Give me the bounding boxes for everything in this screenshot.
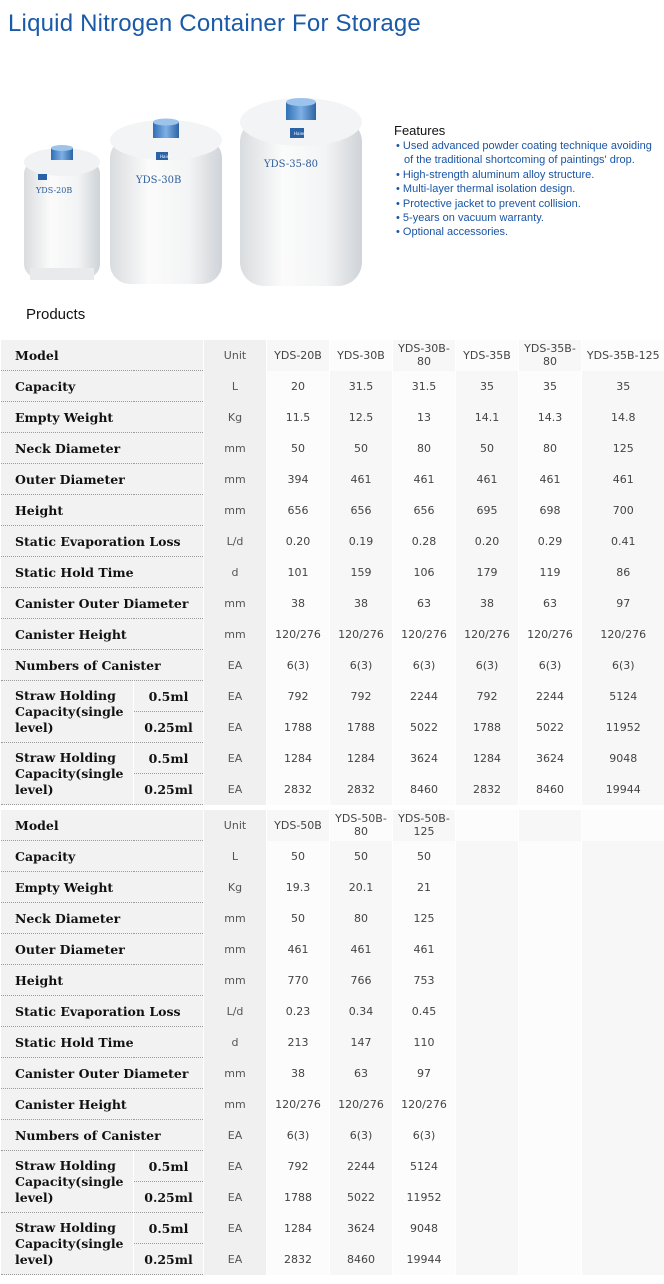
table-cell [456, 965, 519, 996]
table-cell [519, 1244, 582, 1275]
table-cell: 120/276 [330, 1089, 393, 1120]
table-cell: 0.29 [519, 526, 582, 557]
feature-item: • Multi-layer thermal isolation design. [394, 182, 656, 196]
straw-group-label: Straw Holding Capacity(single level) [1, 1151, 134, 1213]
table-cell: 0.28 [393, 526, 456, 557]
table-header-row [1, 340, 664, 371]
header-model-name [582, 810, 664, 841]
table-cell [582, 965, 664, 996]
table-cell: 125 [582, 433, 664, 464]
row-unit: EA [204, 1182, 267, 1213]
row-label: Canister Height [1, 1089, 204, 1120]
table-cell: 97 [582, 588, 664, 619]
svg-text:Haier: Haier [294, 131, 305, 136]
straw-size: 0.5ml [134, 681, 204, 712]
label-yds-30b: YDS-30B [136, 175, 182, 186]
table-row [1, 681, 664, 712]
table-cell: 50 [267, 841, 330, 872]
table-cell: 147 [330, 1027, 393, 1058]
row-unit: EA [204, 1244, 267, 1275]
row-unit: EA [204, 1120, 267, 1151]
header-model-name: YDS-35B [456, 340, 519, 371]
table-cell: 8460 [519, 774, 582, 805]
table-cell: 6(3) [582, 650, 664, 681]
table-cell: 6(3) [519, 650, 582, 681]
table-cell: 5124 [393, 1151, 456, 1182]
row-label: Capacity [1, 841, 204, 872]
row-label: Static Hold Time [1, 557, 204, 588]
row-unit: EA [204, 774, 267, 805]
row-unit: d [204, 1027, 267, 1058]
table-cell: 21 [393, 872, 456, 903]
row-label: Static Hold Time [1, 1027, 204, 1058]
table-row [1, 1151, 664, 1182]
straw-size: 0.25ml [134, 1244, 204, 1275]
table-cell: 6(3) [330, 1120, 393, 1151]
container-yds-20b [24, 145, 100, 280]
straw-size: 0.25ml [134, 712, 204, 743]
table-cell [519, 1120, 582, 1151]
row-unit: mm [204, 934, 267, 965]
table-cell: 6(3) [393, 1120, 456, 1151]
straw-size: 0.25ml [134, 774, 204, 805]
table-row [1, 371, 664, 402]
table-row [1, 1213, 664, 1244]
table-cell: 63 [393, 588, 456, 619]
table-cell: 80 [330, 903, 393, 934]
table-cell: 97 [393, 1058, 456, 1089]
container-yds-35-80 [240, 98, 362, 286]
table-cell: 8460 [330, 1244, 393, 1275]
table-cell [582, 1027, 664, 1058]
table-cell: 119 [519, 557, 582, 588]
table-cell: 9048 [393, 1213, 456, 1244]
table-cell: 38 [267, 1058, 330, 1089]
table-cell: 6(3) [393, 650, 456, 681]
table-cell [456, 1120, 519, 1151]
feature-item: • 5-years on vacuum warranty. [394, 211, 656, 225]
row-unit: EA [204, 743, 267, 774]
row-label: Neck Diameter [1, 903, 204, 934]
table-cell: 31.5 [330, 371, 393, 402]
header-model-name: YDS-30B-80 [393, 340, 456, 371]
table-cell [582, 872, 664, 903]
table-cell: 80 [519, 433, 582, 464]
row-unit: L [204, 841, 267, 872]
table-cell [519, 872, 582, 903]
table-cell [456, 1058, 519, 1089]
table-row [1, 965, 664, 996]
features-panel [394, 123, 656, 240]
straw-size: 0.25ml [134, 1182, 204, 1213]
table-cell: 38 [267, 588, 330, 619]
table-cell [456, 1151, 519, 1182]
table-cell: 50 [330, 841, 393, 872]
table-cell [456, 1182, 519, 1213]
table-cell: 6(3) [267, 650, 330, 681]
table-cell: 11952 [582, 712, 664, 743]
table-row [1, 903, 664, 934]
row-label: Canister Height [1, 619, 204, 650]
row-unit: mm [204, 588, 267, 619]
table-cell: 2244 [393, 681, 456, 712]
table-row [1, 1058, 664, 1089]
table-cell [582, 1089, 664, 1120]
table-cell: 86 [582, 557, 664, 588]
table-row [1, 934, 664, 965]
row-label: Empty Weight [1, 402, 204, 433]
header-model-name [456, 810, 519, 841]
table-cell: 19944 [393, 1244, 456, 1275]
table-cell: 120/276 [519, 619, 582, 650]
table-cell: 120/276 [393, 619, 456, 650]
table-cell: 179 [456, 557, 519, 588]
straw-size: 0.5ml [134, 743, 204, 774]
row-unit: L/d [204, 996, 267, 1027]
straw-group-label: Straw Holding Capacity(single level) [1, 681, 134, 743]
table-cell: 0.19 [330, 526, 393, 557]
table-cell: 3624 [393, 743, 456, 774]
table-cell: 695 [456, 495, 519, 526]
table-cell: 3624 [519, 743, 582, 774]
table-row [1, 1027, 664, 1058]
table-cell: 1788 [456, 712, 519, 743]
table-row [1, 1120, 664, 1151]
table-cell [582, 996, 664, 1027]
page-title: Liquid Nitrogen Container For Storage [8, 10, 421, 37]
table-cell: 461 [582, 464, 664, 495]
table-cell [582, 1244, 664, 1275]
table-cell: 394 [267, 464, 330, 495]
table-cell: 106 [393, 557, 456, 588]
table-cell: 461 [456, 464, 519, 495]
row-unit: Kg [204, 872, 267, 903]
header-unit: Unit [204, 340, 267, 371]
table-cell [519, 996, 582, 1027]
table-cell [456, 903, 519, 934]
table-header-row [1, 810, 664, 841]
table-row [1, 872, 664, 903]
table-cell: 792 [330, 681, 393, 712]
row-unit: EA [204, 1213, 267, 1244]
svg-text:Haier: Haier [160, 154, 171, 159]
table-cell: 753 [393, 965, 456, 996]
table-cell: 5124 [582, 681, 664, 712]
table-cell: 2244 [519, 681, 582, 712]
table-row [1, 996, 664, 1027]
spec-table-2 [0, 810, 664, 1275]
table-cell: 2832 [267, 1244, 330, 1275]
table-cell: 6(3) [330, 650, 393, 681]
table-cell [582, 1213, 664, 1244]
table-cell: 120/276 [582, 619, 664, 650]
row-unit: Kg [204, 402, 267, 433]
table-cell: 63 [330, 1058, 393, 1089]
table-cell: 120/276 [330, 619, 393, 650]
table-cell: 20 [267, 371, 330, 402]
table-cell: 700 [582, 495, 664, 526]
table-cell: 2832 [267, 774, 330, 805]
table-cell [519, 1213, 582, 1244]
table-cell [582, 903, 664, 934]
table-cell [519, 965, 582, 996]
row-label: Static Evaporation Loss [1, 526, 204, 557]
product-image [0, 80, 380, 300]
header-model-label: Model [1, 340, 204, 371]
table-row [1, 526, 664, 557]
table-cell: 0.20 [456, 526, 519, 557]
table-cell [456, 1244, 519, 1275]
header-model-name: YDS-50B-80 [330, 810, 393, 841]
table-cell [519, 934, 582, 965]
table-cell: 14.1 [456, 402, 519, 433]
table-cell: 120/276 [393, 1089, 456, 1120]
table-cell: 9048 [582, 743, 664, 774]
table-row [1, 650, 664, 681]
table-cell: 38 [330, 588, 393, 619]
table-cell [582, 934, 664, 965]
table-cell [456, 1089, 519, 1120]
table-cell: 50 [330, 433, 393, 464]
straw-group-label: Straw Holding Capacity(single level) [1, 1213, 134, 1275]
table-cell: 120/276 [456, 619, 519, 650]
row-label: Outer Diameter [1, 934, 204, 965]
row-unit: mm [204, 1058, 267, 1089]
feature-item: • High-strength aluminum alloy structure. [394, 168, 656, 182]
table-cell: 0.45 [393, 996, 456, 1027]
table-cell: 50 [267, 903, 330, 934]
table-cell [582, 1151, 664, 1182]
table-cell: 50 [393, 841, 456, 872]
header-model-name: YDS-35B-80 [519, 340, 582, 371]
table-cell: 14.8 [582, 402, 664, 433]
header-model-name: YDS-20B [267, 340, 330, 371]
table-row [1, 433, 664, 464]
table-cell: 0.23 [267, 996, 330, 1027]
table-cell: 11952 [393, 1182, 456, 1213]
table-cell: 19.3 [267, 872, 330, 903]
row-unit: mm [204, 619, 267, 650]
table-cell [456, 1213, 519, 1244]
table-cell: 120/276 [267, 619, 330, 650]
table-cell: 213 [267, 1027, 330, 1058]
table-cell: 656 [330, 495, 393, 526]
table-cell [519, 1058, 582, 1089]
table-cell: 792 [456, 681, 519, 712]
header-model-label: Model [1, 810, 204, 841]
table-cell: 5022 [393, 712, 456, 743]
table-cell: 12.5 [330, 402, 393, 433]
table-cell: 19944 [582, 774, 664, 805]
table-cell: 35 [456, 371, 519, 402]
row-unit: mm [204, 903, 267, 934]
header-model-name: YDS-35B-125 [582, 340, 664, 371]
table-cell: 461 [393, 934, 456, 965]
spec-table-1 [0, 340, 664, 805]
header-model-name [519, 810, 582, 841]
row-unit: d [204, 557, 267, 588]
table-cell: 3624 [330, 1213, 393, 1244]
table-cell [519, 1182, 582, 1213]
row-label: Canister Outer Diameter [1, 588, 204, 619]
table-cell [456, 996, 519, 1027]
table-cell: 5022 [519, 712, 582, 743]
table-cell: 1284 [456, 743, 519, 774]
row-unit: mm [204, 965, 267, 996]
row-label: Empty Weight [1, 872, 204, 903]
table-cell: 461 [330, 934, 393, 965]
row-unit: mm [204, 1089, 267, 1120]
table-cell: 38 [456, 588, 519, 619]
row-label: Neck Diameter [1, 433, 204, 464]
table-cell: 656 [267, 495, 330, 526]
table-row [1, 841, 664, 872]
table-cell: 656 [393, 495, 456, 526]
table-row [1, 743, 664, 774]
table-cell: 6(3) [267, 1120, 330, 1151]
table-cell: 0.34 [330, 996, 393, 1027]
table-cell: 13 [393, 402, 456, 433]
table-cell [519, 903, 582, 934]
features-heading: Features [394, 123, 446, 138]
feature-item: • Used advanced powder coating technique avoiding of the traditional shortcoming of paintings' drop. [394, 139, 656, 168]
row-unit: mm [204, 495, 267, 526]
row-label: Numbers of Canister [1, 650, 204, 681]
table-cell [519, 1027, 582, 1058]
table-cell [456, 934, 519, 965]
table-cell: 766 [330, 965, 393, 996]
row-label: Canister Outer Diameter [1, 1058, 204, 1089]
products-heading: Products [26, 306, 86, 323]
table-cell: 792 [267, 1151, 330, 1182]
straw-size: 0.5ml [134, 1151, 204, 1182]
table-cell [582, 1182, 664, 1213]
table-cell: 80 [393, 433, 456, 464]
table-cell: 461 [267, 934, 330, 965]
row-label: Static Evaporation Loss [1, 996, 204, 1027]
table-cell: 35 [582, 371, 664, 402]
table-cell: 1788 [267, 1182, 330, 1213]
table-cell: 0.41 [582, 526, 664, 557]
table-cell: 2832 [456, 774, 519, 805]
table-cell [519, 1089, 582, 1120]
row-label: Height [1, 965, 204, 996]
table-cell: 461 [330, 464, 393, 495]
table-cell: 5022 [330, 1182, 393, 1213]
table-cell: 120/276 [267, 1089, 330, 1120]
row-unit: EA [204, 712, 267, 743]
table-row [1, 495, 664, 526]
table-cell [519, 841, 582, 872]
feature-item: • Optional accessories. [394, 225, 656, 239]
table-row [1, 588, 664, 619]
table-cell: 110 [393, 1027, 456, 1058]
label-yds-20b: YDS-20B [36, 186, 73, 195]
header-model-name: YDS-50B [267, 810, 330, 841]
table-cell: 50 [456, 433, 519, 464]
row-label: Numbers of Canister [1, 1120, 204, 1151]
table-cell: 1284 [267, 743, 330, 774]
table-cell [582, 1120, 664, 1151]
table-cell [456, 1027, 519, 1058]
row-unit: EA [204, 1151, 267, 1182]
container-yds-30b [110, 119, 222, 285]
row-unit: L/d [204, 526, 267, 557]
table-cell [582, 841, 664, 872]
header-unit: Unit [204, 810, 267, 841]
table-cell: 63 [519, 588, 582, 619]
table-cell: 6(3) [456, 650, 519, 681]
table-cell: 50 [267, 433, 330, 464]
row-label: Outer Diameter [1, 464, 204, 495]
table-cell: 101 [267, 557, 330, 588]
feature-item: • Protective jacket to prevent collision. [394, 197, 656, 211]
table-row [1, 402, 664, 433]
table-cell [456, 841, 519, 872]
table-cell: 125 [393, 903, 456, 934]
table-cell: 11.5 [267, 402, 330, 433]
table-cell: 159 [330, 557, 393, 588]
row-unit: EA [204, 650, 267, 681]
table-cell: 461 [519, 464, 582, 495]
straw-size: 0.5ml [134, 1213, 204, 1244]
straw-group-label: Straw Holding Capacity(single level) [1, 743, 134, 805]
table-cell: 2244 [330, 1151, 393, 1182]
table-row [1, 1089, 664, 1120]
table-row [1, 619, 664, 650]
table-cell: 770 [267, 965, 330, 996]
table-cell: 20.1 [330, 872, 393, 903]
row-label: Height [1, 495, 204, 526]
header-model-name: YDS-30B [330, 340, 393, 371]
table-row [1, 464, 664, 495]
table-cell: 14.3 [519, 402, 582, 433]
row-unit: mm [204, 464, 267, 495]
table-cell [582, 1058, 664, 1089]
table-cell: 1284 [267, 1213, 330, 1244]
table-cell: 698 [519, 495, 582, 526]
table-cell: 461 [393, 464, 456, 495]
table-cell: 31.5 [393, 371, 456, 402]
label-yds-35-80: YDS-35-80 [264, 159, 319, 170]
table-cell: 2832 [330, 774, 393, 805]
header-model-name: YDS-50B-125 [393, 810, 456, 841]
table-cell: 1788 [330, 712, 393, 743]
row-label: Capacity [1, 371, 204, 402]
table-cell: 1284 [330, 743, 393, 774]
table-row [1, 557, 664, 588]
row-unit: L [204, 371, 267, 402]
table-cell [456, 872, 519, 903]
row-unit: mm [204, 433, 267, 464]
row-unit: EA [204, 681, 267, 712]
table-cell: 0.20 [267, 526, 330, 557]
table-cell: 792 [267, 681, 330, 712]
table-cell: 8460 [393, 774, 456, 805]
table-cell: 1788 [267, 712, 330, 743]
table-cell: 35 [519, 371, 582, 402]
table-cell [519, 1151, 582, 1182]
